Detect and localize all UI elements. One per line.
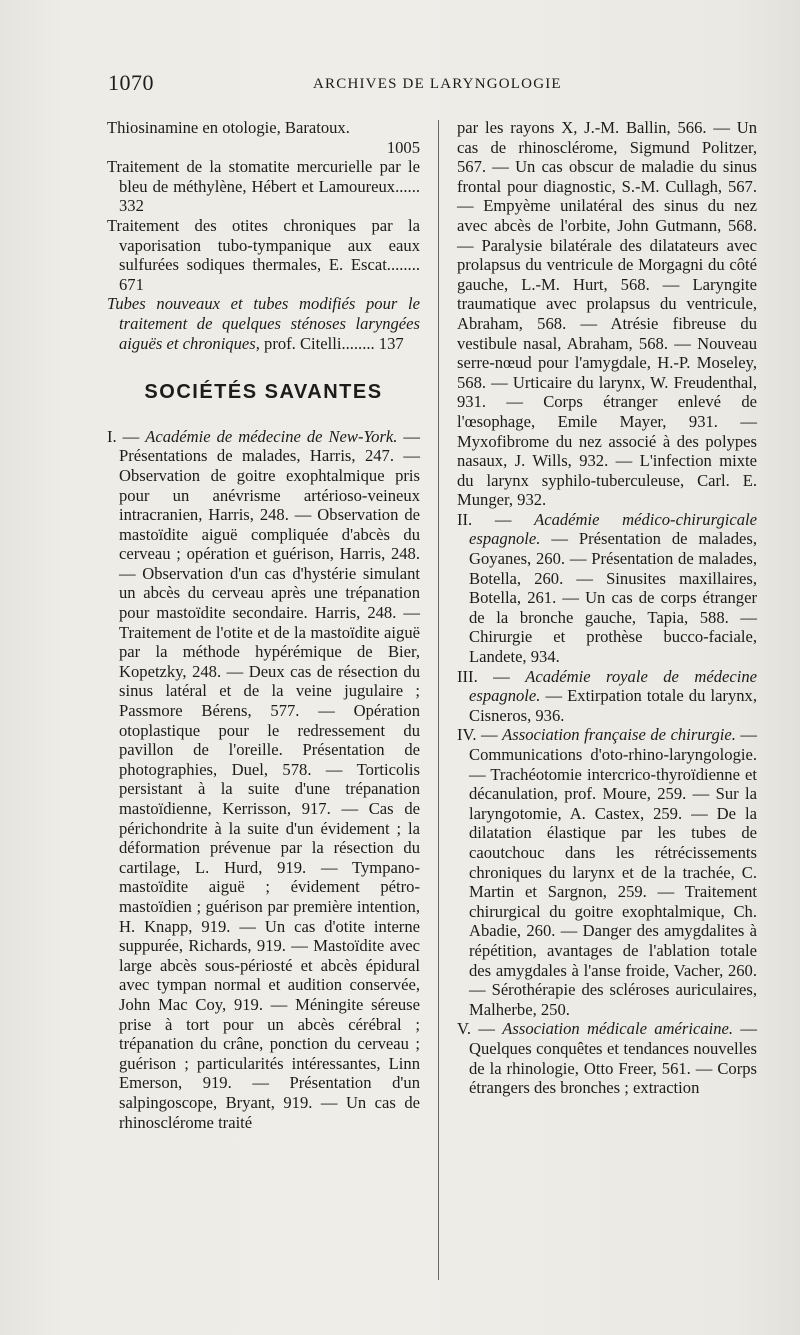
column-divider xyxy=(438,120,439,1280)
society-entry xyxy=(107,427,420,1132)
society-text: — Communications d'oto-rhino-laryngologie. — Trachéotomie intercrico-thyroïdienne et décanulation, prof. Moure, 259. — Sur la laryngotomie, A. Castex, 259. — De la dilatation élastique par les tubes de caoutchouc dans les rétrécissements chroniques du larynx et de la trachée, C. Martin et Sargnon, 259. — Traitement chirurgical du goitre exophtalmique, Ch. Abadie, 260. — Danger des amygdalites à répétition, avantages de l'ablation totale des amygdales à l'anse froide, Vacher, 260. — Sérothérapie des scléroses auriculaires, Malherbe, 250. xyxy=(469,725,757,1019)
society-name: Académie de médecine de New-York. xyxy=(145,426,398,446)
index-entry-title: Tubes nouveaux et tubes modifiés pour le traitement de quelques sténoses laryngées aiguës et chroniques, xyxy=(107,294,420,353)
left-column xyxy=(107,118,420,1132)
section-title: SOCIÉTÉS SAVANTES xyxy=(144,381,383,404)
running-title: ARCHIVES DE LARYNGOLOGIE xyxy=(313,76,562,92)
society-numeral: III. — xyxy=(457,666,526,686)
index-entry-page: 1005 xyxy=(386,137,420,157)
society-text: — Présentations de malades, Harris, 247. — Observation de goitre exophtalmique pris pour un anévrisme artérioso-veineux intracranien, Harris, 248. — Observation de mastoïdite aiguë compliquée d'abcès du cerveau ; opération et guérison, Harris, 248. — Observation d'un cas d'hystérie simulant un abcès du cerveau après une trépanation pour mastoïdite secondaire. Harris, 248. — Traitement de l'otite et de la mastoïdite aiguë par la méthode hypérémique de Bier, Kopetzky, 248. — Deux cas de résection du sinus latéral et de la veine jugulaire ; Passmore Bérens, 577. — Opération otoplastique pour le redressement du pavillon de l'oreille. Présentation de photographies, Duel, 578. — Torticolis persistant à la suite d'une trépanation mastoïdienne, Kerrisson, 917. — Cas de périchondrite à la suite d'un évidement ; la déformation prévenue par la résection du cartilage, L. Hurd, 919. — Tympano-mastoïdite aiguë ; évidement pétro-mastoïdien ; guérison par première intention, H. Knapp, 919. — Un cas d'otite interne suppurée, Richards, 919. — Mastoïdite avec large abcès sous-périosté et abcès épidural avec tympan normal et audition conservée, John Mac Coy, 919. — Méningite séreuse prise à tort pour un abcès cérébral ; trépanation du crâne, ponction du cerveau ; guérison ; particularités intéressantes, Linn Emerson, 919. — Présentation d'un salpingoscope, Bryant, 919. — Un cas de rhinosclérome traité xyxy=(119,426,420,1132)
society-numeral: V. — xyxy=(457,1019,503,1039)
society-numeral: IV. — xyxy=(457,725,503,745)
society-entry xyxy=(457,1019,757,1097)
society-entry xyxy=(457,725,757,1019)
society-name: Association médicale américaine. xyxy=(502,1019,734,1039)
society-numeral: I. — xyxy=(107,426,146,446)
society-name: Académie médico-chirurgicale espagnole. xyxy=(469,509,757,549)
society-text: — Extirpation totale du larynx, Cisneros, 936. xyxy=(469,686,757,725)
society-numeral: II. — xyxy=(457,509,535,529)
page-header xyxy=(108,70,748,100)
right-column xyxy=(457,118,757,1098)
society-name: Académie royale de médecine espagnole. xyxy=(469,666,757,706)
society-continuation: par les rayons X, J.-M. Ballin, 566. — Un cas de rhinosclérome, Sigmund Politzer, 567. — Un cas obscur de maladie du sinus frontal pour diagnostic, S.-M. Cullagh, 567. — Empyème unilatéral des sinus du nez avec abcès de l'orbite, John Gutmann, 568. — Paralysie bilatérale des dilatateurs avec prolapsus du ventricule de Morgagni du côté gauche, L.-M. Hurt, 568. — Laryngite traumatique avec prolapsus du ventricule, Abraham, 568. — Atrésie fibreuse du vestibule nasal, Abraham, 568. — Nouveau serre-nœud pour l'amygdale, H.-P. Moseley, 568. — Urticaire du larynx, W. Freudenthal, 931. — Corps étranger enlevé de l'œsophage, Emile Mayer, 931. — Myxofibrome du nez associé à des polypes nasaux, J. Wills, 932. — L'infection mixte du larynx syphilo-tuberculeuse, Carl. E. Munger, 932. xyxy=(457,118,757,510)
society-entry xyxy=(457,510,757,667)
society-entry xyxy=(457,667,757,726)
index-entry: Traitement de la stomatite mercurielle par le bleu de méthylène, Hébert et Lamoureux...... 332 xyxy=(107,157,420,216)
index-entry-author: prof. Citelli........ 137 xyxy=(259,333,404,353)
index-entry: Thiosinamine en otologie, Baratoux. xyxy=(107,118,350,137)
page-number: 1070 xyxy=(108,70,154,95)
society-text: — Présentation de malades, Goyanes, 260. — Présentation de malades, Botella, 260. — Sinusites maxillaires, Botella, 261. — Un cas de corps étranger de la bronche gauche, Tapia, 588. — Chirurgie et prothèse bucco-faciale, Landete, 934. xyxy=(469,529,757,667)
society-name: Association française de chirurgie. xyxy=(502,725,736,745)
index-entry: Traitement des otites chroniques par la vaporisation tubo-tympanique aux eaux sulfurées sodiques thermales, E. Escat........ 671 xyxy=(107,215,420,294)
society-text: — Quelques conquêtes et tendances nouvelles de la rhinologie, Otto Freer, 561. — Corps étrangers des bronches ; extraction xyxy=(469,1019,757,1098)
index-entry xyxy=(107,294,420,353)
